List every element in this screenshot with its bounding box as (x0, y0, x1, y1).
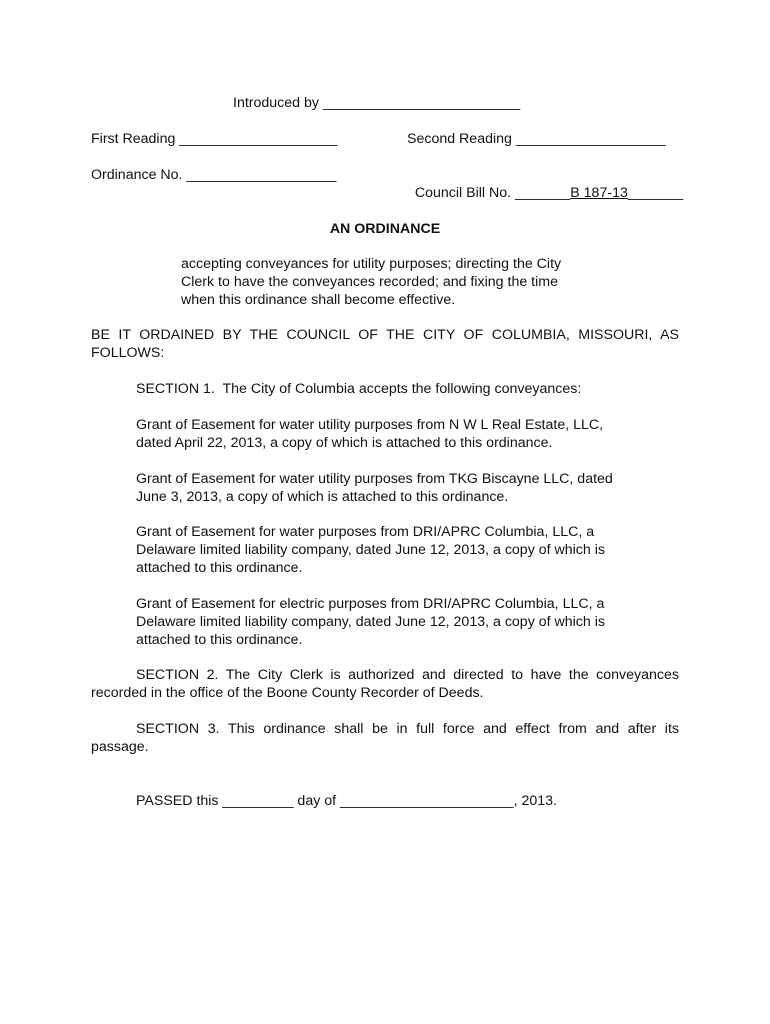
enacting-clause-line-2: FOLLOWS: (91, 345, 165, 361)
grant-2-line-1: Grant of Easement for water utility purposes from TKG Biscayne LLC, dated (136, 471, 613, 487)
grant-1-line-1: Grant of Easement for water utility purposes from N W L Real Estate, LLC, (136, 417, 604, 433)
grant-3-line-1: Grant of Easement for water purposes from DRI/APRC Columbia, LLC, a (136, 524, 595, 540)
council-bill-suffix: _______ (627, 185, 684, 201)
council-bill-number: B 187-13 (570, 185, 628, 201)
grant-3-line-2: Delaware limited liability company, dated June 12, 2013, a copy of which is (136, 542, 605, 558)
ordinance-number-line: Ordinance No. ___________________ (91, 167, 337, 183)
council-bill-prefix: Council Bill No. _______ (414, 185, 571, 201)
section-2-line-1: SECTION 2. The City Clerk is authorized and directed to have the conveyances (136, 667, 679, 683)
grant-2-line-2: June 3, 2013, a copy of which is attached to this ordinance. (136, 489, 509, 505)
description-line-1: accepting conveyances for utility purposes; directing the City (181, 256, 562, 272)
first-reading-line: First Reading ____________________ (91, 131, 338, 147)
grant-4-line-2: Delaware limited liability company, dated June 12, 2013, a copy of which is (136, 614, 605, 630)
section-2-line-2: recorded in the office of the Boone County Recorder of Deeds. (91, 685, 484, 701)
grant-4-line-1: Grant of Easement for electric purposes from DRI/APRC Columbia, LLC, a (136, 596, 605, 612)
ordinance-title: AN ORDINANCE (329, 221, 441, 237)
grant-1-line-2: dated April 22, 2013, a copy of which is attached to this ordinance. (136, 435, 553, 451)
enacting-clause-line-1: BE IT ORDAINED BY THE COUNCIL OF THE CITY OF COLUMBIA, MISSOURI, AS (91, 327, 679, 343)
grant-3-line-3: attached to this ordinance. (136, 560, 303, 576)
council-bill-line (407, 166, 683, 202)
section-3-line-1: SECTION 3. This ordinance shall be in full force and effect from and after its (136, 721, 679, 737)
passed-line: PASSED this _________ day of ______________________, 2013. (136, 793, 557, 809)
introduced-by-line: Introduced by _________________________ (233, 95, 521, 111)
description-line-2: Clerk to have the conveyances recorded; and fixing the time (181, 274, 558, 290)
second-reading-line: Second Reading ___________________ (407, 131, 666, 147)
grant-4-line-3: attached to this ordinance. (136, 632, 303, 648)
description-line-3: when this ordinance shall become effective. (181, 292, 456, 308)
section-1-heading: SECTION 1. The City of Columbia accepts the following conveyances: (136, 381, 582, 397)
section-3-line-2: passage. (91, 739, 149, 755)
